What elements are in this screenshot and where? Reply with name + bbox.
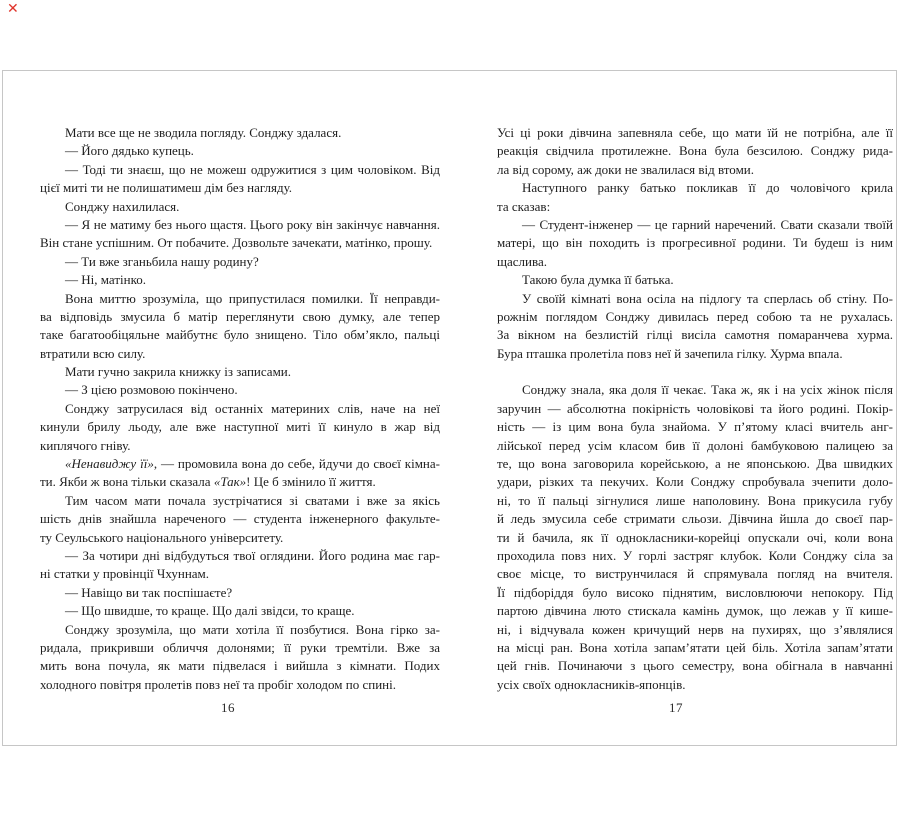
text-line: — Ти вже зганьбила нашу родину? — [65, 253, 259, 269]
page-number-right: 17 — [669, 700, 683, 715]
text-line: ти. Якби ж вона тільки сказала «Так»! Це б змінило її життя. — [40, 474, 376, 490]
text-line: — Студент-інженер — це гарний наречений. Свати сказали твоїй — [522, 216, 893, 232]
text-line: Сонджу знала, яка доля її чекає. Така ж, як і на усіх жінок після — [522, 382, 893, 398]
text-line: ні статки у провінції Чхуннам. — [40, 566, 210, 582]
text-line: своє місце, то виструнчилася й спрямувала погляд на вчителя. — [497, 566, 893, 582]
text-line: холодного повітря пролетів повз неї та пробіг холодом по спині. — [40, 676, 396, 692]
text-line: та сказав: — [497, 198, 551, 214]
text-line: те, що вона заговорила корейською, а не японською. Два швидких — [497, 456, 893, 472]
text-line: матері, що він походить із прогресивної родини. Ти будеш із ним — [497, 235, 893, 251]
text-line: мить вона почула, як мати підвелася і вийшла з кімнати. Подих — [40, 658, 440, 674]
blank-line — [497, 363, 893, 381]
text-line: й ледь змусила себе стримати сльози. Дівчина йшла до своєї пар- — [497, 511, 893, 527]
text-line: таке багатообіцяльне майбутнє було знищено. Тіло обм’якло, пальці — [40, 327, 440, 343]
text-line: лійської перед усім класом бив її долоні бамбуковою палицею за — [497, 437, 893, 453]
text-line: — Тоді ти знаєш, що не можеш одружитися з цим чоловіком. Від — [65, 161, 440, 177]
close-icon[interactable]: ✕ — [7, 1, 19, 17]
text-line: усіх своїх однокласників-японців. — [497, 676, 686, 692]
text-line: — Ні, матінко. — [65, 272, 146, 288]
text-line: проходила повз них. У горлі застряг клубок. Коли Сонджу сіла за — [497, 547, 893, 563]
text-line: Сонджу нахилилася. — [65, 198, 180, 214]
text-line: ні, і відчувала кожен кричущий нерв на пухирях, що з’являлися — [497, 621, 893, 637]
text-line: Такою була думка її батька. — [522, 272, 674, 288]
text-line: цей гнів. Починаючи з цього семестру, вона обігнала в навчанні — [497, 658, 893, 674]
text-line: щаслива. — [497, 253, 547, 269]
text-line: ні, то її пальці зігнулися лише наполовину. Вона прикусила губу — [497, 492, 893, 508]
book-page-left — [40, 124, 440, 694]
text-line: втратили всю силу. — [40, 345, 146, 361]
text-line: — Я не матиму без нього щастя. Цього року він закінчує навчання. — [65, 216, 440, 232]
text-line: Вона миттю зрозуміла, що припустилася помилки. Її неправди- — [65, 290, 440, 306]
page-number-left: 16 — [221, 700, 235, 715]
text-line: цієї миті ти не полишатимеш дім без нагляду. — [40, 180, 293, 196]
text-line: Тим часом мати почала зустрічатися зі сватами і вже за якісь — [65, 492, 440, 508]
text-line: рожнім поглядом Сонджу дивилась перед собою та не рухалась. — [497, 308, 893, 324]
text-line: Мати все ще не зводила погляду. Сонджу здалася. — [65, 125, 342, 140]
text-line: кинули брилу льоду, але вже наступної миті її кинуло в жар від — [40, 419, 440, 435]
text-line: на місці ран. Вона хотіла запам’ятати цей біль. Хотіла запам’ятати — [497, 639, 893, 655]
text-line: У своїй кімнаті вона осіла на підлогу та сперлась об стіну. По- — [522, 290, 893, 306]
text-line: Бура пташка пролетіла повз неї й зачепила гілку. Хурма впала. — [497, 345, 843, 361]
text-line: ти й бачила, як її однокласники-корейці опускали очі, коли вона — [497, 529, 893, 545]
text-line: партою дівчина люто стискала камінь думок, що лежав у її кише- — [497, 603, 893, 619]
text-line: ридала, прикривши обличчя долонями; її руки тремтіли. Вже за — [40, 639, 440, 655]
text-line: — Що швидше, то краще. Що далі звідси, то краще. — [65, 603, 355, 619]
text-line: — За чотири дні відбудуться твої оглядини. Його родина має гар- — [65, 547, 440, 563]
text-line: Сонджу зрозуміла, що мати хотіла її позбутися. Вона гірко за- — [65, 621, 440, 637]
text-line: удари, різких та пекучих. Коли Сонджу спробувала зчепити доло- — [497, 474, 893, 490]
text-line: заручин — абсолютна покірність чоловікові та його родині. Покір- — [497, 400, 893, 416]
text-line: Сонджу затрусилася від останніх материних слів, наче на неї — [65, 400, 440, 416]
text-line: ність — із цим вона була знайома. У п’ятому класі вчитель анг- — [497, 419, 893, 435]
text-line: шість днів знайшла нареченого — студента інженерного факульте- — [40, 511, 440, 527]
text-line: киплячого гніву. — [40, 437, 131, 453]
text-line: реакція свідчила протилежне. Вона була безсилою. Сонджу рида- — [497, 143, 893, 159]
text-line: — Його дядько купець. — [65, 143, 194, 159]
text-line: ту Сеульського національного університету. — [40, 529, 284, 545]
text-line: ва відповідь змусила б матір переглянути свою думку, але тепер — [40, 308, 440, 324]
text-line: «Ненавиджу її», — промовила вона до себе, йдучи до своєї кімна- — [65, 456, 440, 472]
text-line: Її підборіддя було високо піднятим, висловлюючи непокору. Під — [497, 584, 893, 600]
text-line: ла від сорому, аж доки не звалилася від втоми. — [497, 161, 754, 177]
text-line: — Навіщо ви так поспішаєте? — [65, 584, 233, 600]
text-line: Він стане успішним. От побачите. Дозвольте зачекати, матінко, прошу. — [40, 235, 433, 251]
text-line: — З цією розмовою покінчено. — [65, 382, 238, 398]
text-line: Мати гучно закрила книжку із записами. — [65, 364, 292, 380]
text-line: За вікном на безлистій гілці висіла самотня помаранчева хурма. — [497, 327, 893, 343]
book-page-right — [497, 124, 893, 694]
text-line: Усі ці роки дівчина запевняла себе, що мати їй не потрібна, але її — [497, 125, 893, 140]
text-line: Наступного ранку батько покликав її до чоловічого крила — [522, 180, 893, 196]
